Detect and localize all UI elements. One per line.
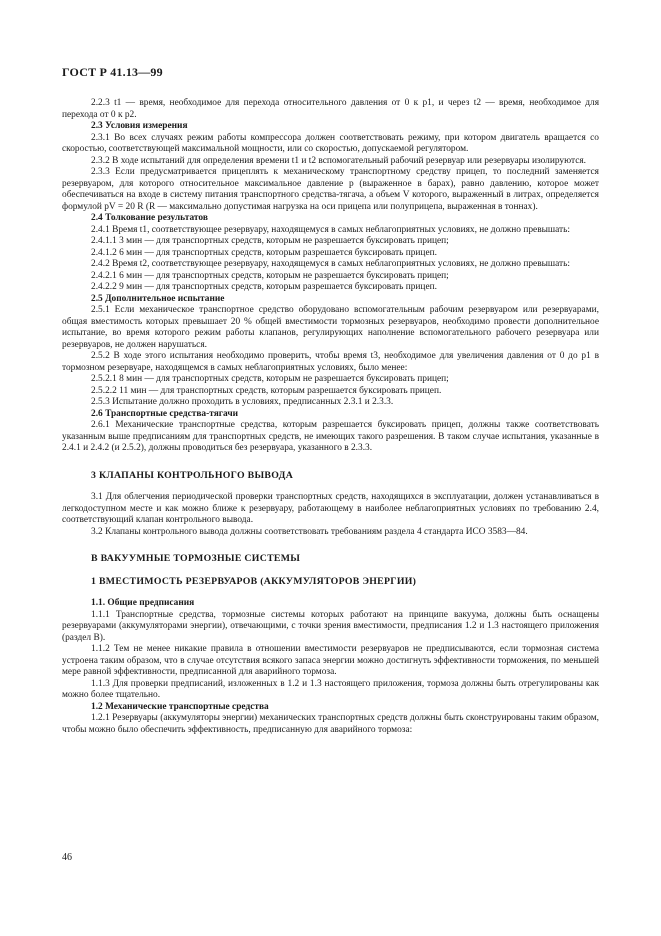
- paragraph: 2.4.1.1 3 мин — для транспортных средств, которым не разрешается буксировать прицеп;: [91, 236, 449, 246]
- spacer: [62, 455, 599, 470]
- document-body: [62, 98, 599, 736]
- subsection-heading: 2.4 Толкование результатов: [91, 213, 208, 223]
- standard-header: ГОСТ Р 41.13—99: [62, 65, 163, 79]
- subsection-heading: 2.3 Условия измерения: [91, 121, 188, 131]
- paragraph: 2.5.3 Испытание должно проходить в условиях, предписанных 2.3.1 и 2.3.3.: [91, 397, 394, 407]
- subsection-heading: 1.2 Механические транспортные средства: [91, 701, 269, 712]
- part-heading: В ВАКУУМНЫЕ ТОРМОЗНЫЕ СИСТЕМЫ: [91, 553, 301, 564]
- paragraph: 2.3.3 Если предусматривается прицеплять к механическому транспортному средству прицеп, то последний заменяется резервуаром, для которого относительное максимальное давление p (выраженное в барах), равно давлению, которое может обеспечиваться на входе в систему питания транспортного средства-тягача, а объем V которого, выраженный в литрах, определяется формулой pV = 20 R (R — максимально допустимая нагрузка на оси прицепа или полуприцепа, выраженная в тоннах).: [62, 167, 599, 212]
- paragraph: 2.2.3 t1 — время, необходимое для перехода относительного давления от 0 к p1, и через t2 — время, необходимое для перехода от 0 к p2.: [62, 98, 599, 120]
- subsection-heading: 2.6 Транспортные средства-тягачи: [91, 408, 239, 419]
- paragraph: 2.4.2.2 9 мин — для транспортных средств, которым разрешается буксировать прицеп.: [91, 282, 437, 292]
- subsection-heading: 1.1. Общие предписания: [91, 598, 195, 608]
- paragraph: 2.5.2.2 11 мин — для транспортных средств, которым разрешается буксировать прицеп.: [91, 385, 442, 396]
- paragraph: 2.3.1 Во всех случаях режим работы компрессора должен соответствовать режиму, при котором двигатель вращается со скоростью, соответствующей максимальной мощности, или со скоростью, допускаемой регулятором.: [62, 132, 599, 154]
- paragraph: 1.2.1 Резервуары (аккумуляторы энергии) механических транспортных средств должны быть сконструированы таким образом, чтобы можно было обеспечить эффективность, предписанную для аварийного тормоза:: [62, 713, 599, 735]
- paragraph: 2.3.2 В ходе испытаний для определения времени t1 и t2 вспомогательный рабочий резервуар или резервуары изолируются.: [91, 155, 587, 166]
- paragraph: 3.1 Для облегчения периодической проверки транспортных средств, находящихся в эксплуатации, должен устанавливаться в легкодоступном месте и как можно ближе к резервуару, работающему в наиболее неблагоприятных условиях по требованию 2.4, соответствующий клапан контрольного вывода.: [62, 492, 599, 525]
- section-heading: 1 ВМЕСТИМОСТЬ РЕЗЕРВУАРОВ (АККУМУЛЯТОРОВ ЭНЕРГИИ): [91, 575, 417, 587]
- paragraph: 1.1.2 Тем не менее никакие правила в отношении вместимости резервуаров не предписываются, если тормозная система устроена таким образом, что в случае отсутствия всякого запаса энергии можно достигнуть эффективности торможения, по меньшей мере равной эффективности, предписанной для аварийного тормоза.: [62, 644, 599, 677]
- spacer: [62, 481, 599, 492]
- paragraph: 1.1.1 Транспортные средства, тормозные системы которых работают на принципе вакуума, должны быть оснащены резервуарами (аккумуляторами энергии), отвечающими, с точки зрения вместимости, предписания 1.2 и 1.3 настоящего приложения (раздел В).: [62, 609, 599, 643]
- section-heading: 3 КЛАПАНЫ КОНТРОЛЬНОГО ВЫВОДА: [91, 469, 294, 481]
- spacer: [62, 587, 599, 598]
- paragraph: 1.1.3 Для проверки предписаний, изложенных в 1.2 и 1.3 настоящего приложения, тормоза должны быть отрегулированы как можно более тщательно.: [62, 678, 599, 700]
- paragraph: 2.4.2.1 6 мин — для транспортных средств, которым не разрешается буксировать прицеп;: [91, 270, 449, 281]
- paragraph: 2.6.1 Механические транспортные средства, которым разрешается буксировать прицеп, должны также соответствовать указанным выше предписаниям для транспортных средств, не имеющих такого разрешения. В таком случае испытания, указанные в 2.4.1 и 2.4.2 (и 2.5.2), должны проводиться без резервуара, указанного в 2.3.3.: [62, 420, 599, 453]
- paragraph: 2.5.2.1 8 мин — для транспортных средств, которым не разрешается буксировать прицеп;: [91, 374, 449, 384]
- page-number: 46: [62, 852, 72, 863]
- spacer: [62, 565, 599, 576]
- paragraph: 2.4.2 Время t2, соответствующее резервуару, находящемуся в самых неблагоприятных условиях, не должно превышать:: [91, 259, 571, 269]
- spacer: [62, 538, 599, 553]
- paragraph: 2.5.1 Если механическое транспортное средство оборудовано вспомогательным рабочим резервуаром или резервуарами, общая вместимость которых превышает 20 % общей вместимости тормозных резервуаров, необходимо провести дополнительное испытание, во время которого режим работы клапанов, регулирующих наполнение вспомогательного рабочего резервуара или резервуаров, не должен нарушаться.: [62, 305, 599, 350]
- paragraph: 2.4.1 Время t1, соответствующее резервуару, находящемуся в самых неблагоприятных условиях, не должно превышать:: [91, 224, 571, 235]
- subsection-heading: 2.5 Дополнительное испытание: [91, 293, 225, 304]
- paragraph: 2.4.1.2 6 мин — для транспортных средств, которым разрешается буксировать прицеп.: [91, 247, 437, 258]
- paragraph: 3.2 Клапаны контрольного вывода должны соответствовать требованиям раздела 4 стандарта ИСО 3583—84.: [91, 526, 528, 537]
- paragraph: 2.5.2 В ходе этого испытания необходимо проверить, чтобы время t3, необходимое для увеличения давления от 0 до p1 в тормозном резервуаре, находящемся в самых неблагоприятных условиях, было менее:: [62, 351, 599, 373]
